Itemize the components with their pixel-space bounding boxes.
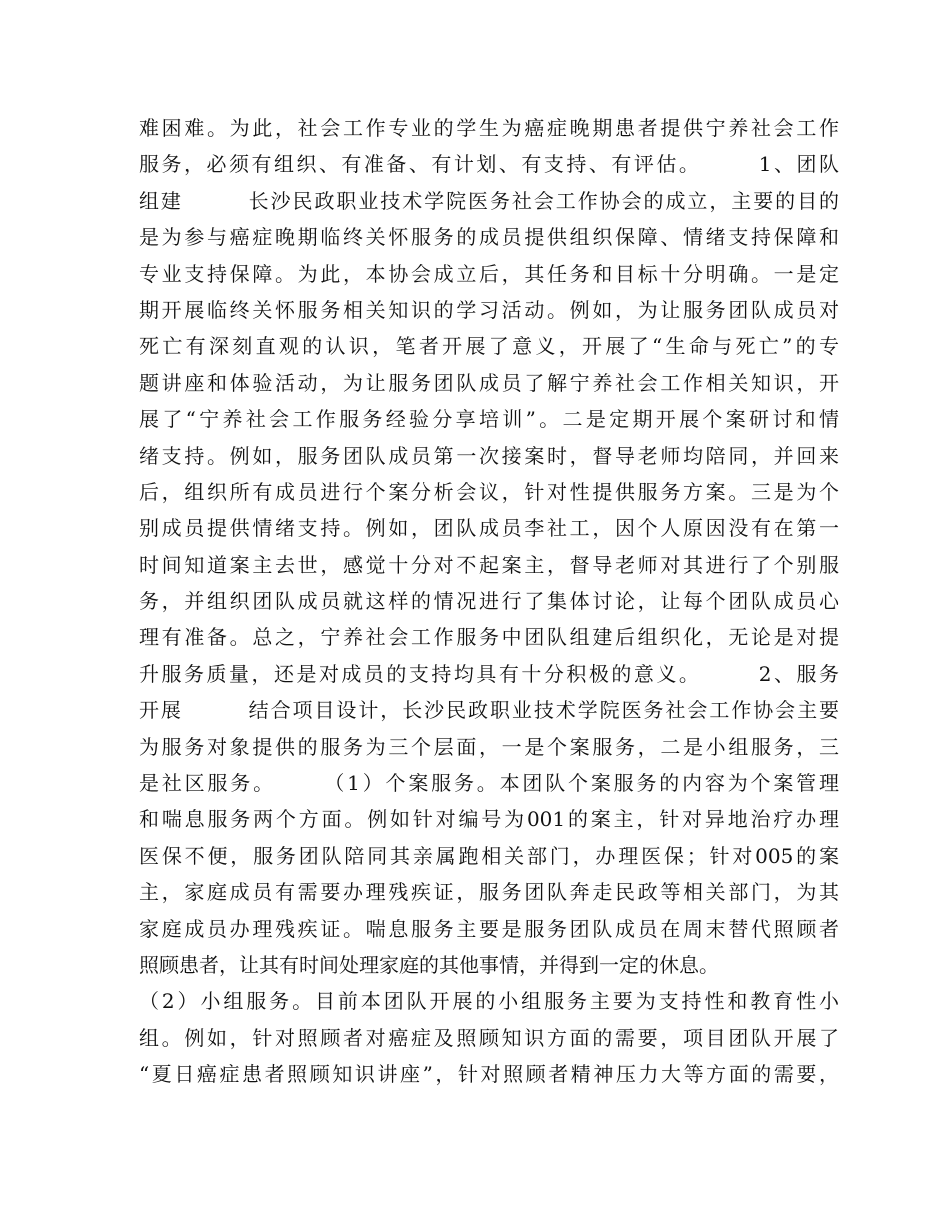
text-line: 是社区服务。 （1）个案服务。本团队个案服务的内容为个案管理 (139, 771, 839, 796)
text-line: 题讲座和体验活动，为让服务团队成员了解宁养社会工作相关知识，开 (139, 370, 839, 395)
text-line: （2）小组服务。目前本团队开展的小组服务主要为支持性和教育性小 (139, 989, 839, 1014)
text-line: 服务，必须有组织、有准备、有计划、有支持、有评估。 1、团队 (139, 152, 839, 177)
text-line: “夏日癌症患者照顾知识讲座”，针对照顾者精神压力大等方面的需要， (139, 1062, 839, 1087)
text-line: 别成员提供情绪支持。例如，团队成员李社工，因个人原因没有在第一 (139, 516, 839, 541)
text-line: 期开展临终关怀服务相关知识的学习活动。例如，为让服务团队成员对 (139, 297, 839, 322)
text-line: 展了“宁养社会工作服务经验分享培训”。二是定期开展个案研讨和情 (139, 407, 839, 432)
text-line: 理有准备。总之，宁养社会工作服务中团队组建后组织化，无论是对提 (139, 625, 839, 650)
text-line: 后，组织所有成员进行个案分析会议，针对性提供服务方案。三是为个 (139, 479, 839, 504)
text-line: 照顾患者，让其有时间处理家庭的其他事情，并得到一定的休息。 (139, 952, 719, 977)
text-line: 是为参与癌症晚期临终关怀服务的成员提供组织保障、情绪支持保障和 (139, 225, 839, 250)
text-line: 为服务对象提供的服务为三个层面，一是个案服务，二是小组服务，三 (139, 734, 839, 759)
body-text (139, 110, 839, 1093)
text-line: 难困难。为此，社会工作专业的学生为癌症晚期患者提供宁养社会工作 (139, 116, 839, 140)
text-line: 家庭成员办理残疾证。喘息服务主要是服务团队成员在周末替代照顾者 (139, 916, 839, 941)
text-line: 绪支持。例如，服务团队成员第一次接案时，督导老师均陪同，并回来 (139, 443, 839, 468)
text-line: 死亡有深刻直观的认识，笔者开展了意义，开展了“生命与死亡”的专 (139, 334, 839, 359)
text-line: 组。例如，针对照顾者对癌症及照顾知识方面的需要，项目团队开展了 (139, 1025, 839, 1050)
text-line: 专业支持保障。为此，本协会成立后，其任务和目标十分明确。一是定 (139, 261, 839, 286)
text-line: 升服务质量，还是对成员的支持均具有十分积极的意义。 2、服务 (139, 661, 839, 686)
text-line: 时间知道案主去世，感觉十分对不起案主，督导老师对其进行了个别服 (139, 552, 839, 577)
text-line: 务，并组织团队成员就这样的情况进行了集体讨论，让每个团队成员心 (139, 589, 839, 614)
text-line: 组建 长沙民政职业技术学院医务社会工作协会的成立，主要的目的 (139, 188, 839, 213)
text-line: 医保不便，服务团队陪同其亲属跑相关部门，办理医保；针对005的案 (139, 843, 839, 868)
text-line: 开展 结合项目设计，长沙民政职业技术学院医务社会工作协会主要 (139, 698, 839, 723)
text-line: 主，家庭成员有需要办理残疾证，服务团队奔走民政等相关部门，为其 (139, 880, 839, 905)
text-line: 和喘息服务两个方面。例如针对编号为001的案主，针对异地治疗办理 (139, 807, 839, 832)
